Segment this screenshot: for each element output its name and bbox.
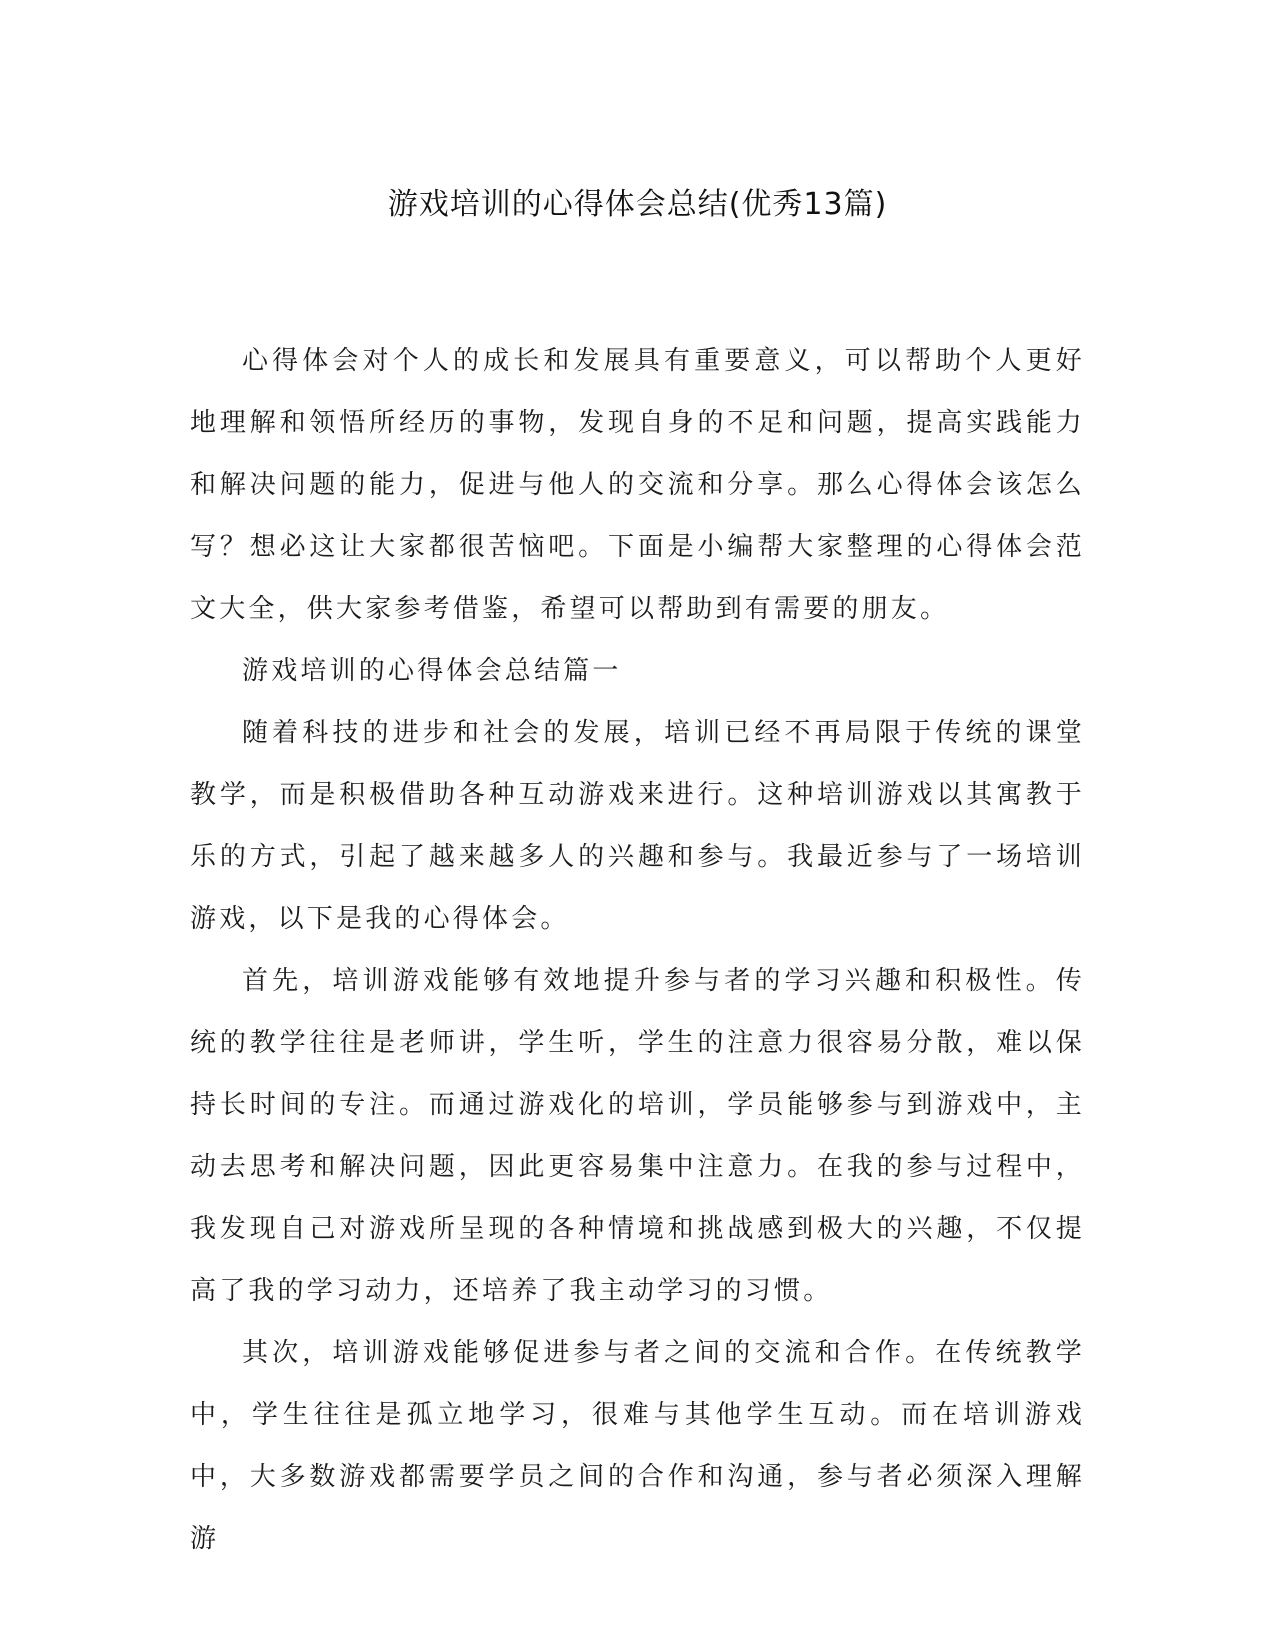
body-paragraph: 其次，培训游戏能够促进参与者之间的交流和合作。在传统教学中，学生往往是孤立地学习，很难与其他学生互动。而在培训游戏中，大多数游戏都需要学员之间的合作和沟通，参与者必须深入理解游 [190, 1338, 1085, 1554]
document-title: 游戏培训的心得体会总结(优秀13篇) [387, 187, 888, 222]
section-heading: 游戏培训的心得体会总结篇一 [242, 656, 622, 686]
body-paragraph: 随着科技的进步和社会的发展，培训已经不再局限于传统的课堂教学，而是积极借助各种互动游戏来进行。这种培训游戏以其寓教于乐的方式，引起了越来越多人的兴趣和参与。我最近参与了一场培训游戏，以下是我的心得体会。 [190, 718, 1085, 934]
intro-paragraph: 心得体会对个人的成长和发展具有重要意义，可以帮助个人更好地理解和领悟所经历的事物，发现自身的不足和问题，提高实践能力和解决问题的能力，促进与他人的交流和分享。那么心得体会该怎么写？想必这让大家都很苦恼吧。下面是小编帮大家整理的心得体会范文大全，供大家参考借鉴，希望可以帮助到有需要的朋友。 [190, 346, 1085, 624]
body-paragraph: 首先，培训游戏能够有效地提升参与者的学习兴趣和积极性。传统的教学往往是老师讲，学生听，学生的注意力很容易分散，难以保持长时间的专注。而通过游戏化的培训，学员能够参与到游戏中，主动去思考和解决问题，因此更容易集中注意力。在我的参与过程中，我发现自己对游戏所呈现的各种情境和挑战感到极大的兴趣，不仅提高了我的学习动力，还培养了我主动学习的习惯。 [190, 966, 1085, 1306]
document-body [190, 330, 1085, 1570]
